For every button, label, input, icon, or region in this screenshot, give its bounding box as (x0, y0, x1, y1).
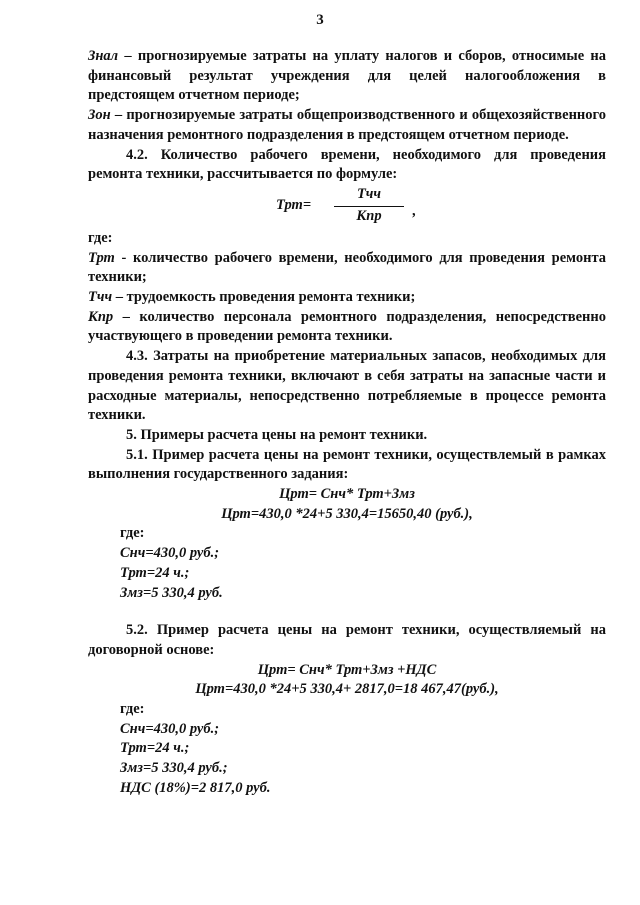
where-label: где: (120, 525, 145, 542)
example2-formula: Црт= Снч* Трт+Змз +НДС (257, 661, 437, 678)
example1-calculation: Црт=430,0 *24+5 330,4=15650,40 (руб.), (221, 505, 473, 522)
definition-text: - количество рабочего времени, необходимого для проведения ремонта техники; (88, 249, 606, 286)
paragraph-5: 5. Примеры расчета цены на ремонт техники. (126, 426, 428, 443)
formula-numerator: Тчч (334, 185, 404, 207)
formula-denominator: Кпр (356, 207, 382, 224)
paragraph-5-1: 5.1. Пример расчета цены на ремонт техники, осуществлемый в рамках выполнения государственного задания: (88, 446, 606, 483)
definition-trt (88, 249, 606, 288)
definition-symbol: Тчч (88, 289, 113, 306)
value-line: Змз=5 330,4 руб. (120, 584, 223, 601)
document-body (88, 47, 606, 798)
definition-symbol: Трт (88, 249, 115, 266)
where-label: где: (120, 701, 145, 718)
spacer (88, 603, 606, 621)
paragraph-4-3: 4.3. Затраты на приобретение материальных запасов, необходимых для проведения ремонта техники, включают в себя затраты на запасные части и расходные материалы, непосредственно потребляемые в процессе ремонта техники. (88, 348, 606, 424)
value-line: Змз=5 330,4 руб.; (120, 760, 228, 777)
definition-text: – прогнозируемые затраты на уплату налогов и сборов, относимые на финансовый результат учреждения для целей налогообложения в предстоящем отчетном периоде; (88, 48, 606, 104)
definition-tchch (88, 288, 606, 308)
value-line: Снч=430,0 руб.; (120, 545, 220, 562)
where-label: где: (88, 229, 113, 246)
paragraph-4-2: 4.2. Количество рабочего времени, необходимого для проведения ремонта техники, рассчитывается по формуле: (88, 146, 606, 183)
formula-lhs: Трт= (276, 196, 312, 213)
example1-values (88, 524, 606, 603)
formula-comma: , (412, 202, 416, 219)
definition-symbol: Знал (88, 48, 119, 64)
formula-trt (88, 185, 606, 229)
definition-text: – количество персонала ремонтного подразделения, непосредственно участвующего в проведении ремонта техники. (88, 308, 606, 345)
formula-fraction (334, 185, 404, 226)
definition-text: – трудоемкость проведения ремонта техники; (112, 289, 416, 306)
page-number: 3 (316, 12, 324, 28)
definition-text: – прогнозируемые затраты общепроизводственного и общехозяйственного назначения ремонтного подразделения в предстоящем отчетном периоде. (88, 107, 606, 143)
example2-values (88, 700, 606, 798)
definition-symbol: Зон (88, 107, 111, 124)
definition-zon (88, 106, 606, 145)
definition-znal (88, 47, 606, 106)
example2-calculation: Црт=430,0 *24+5 330,4+ 2817,0=18 467,47(руб.), (195, 681, 499, 698)
paragraph-5-2: 5.2. Пример расчета цены на ремонт техники, осуществляемый на договорной основе: (88, 622, 606, 658)
value-line: Снч=430,0 руб.; (120, 720, 220, 737)
value-line: Трт=24 ч.; (120, 564, 190, 581)
value-line: НДС (18%)=2 817,0 руб. (120, 779, 271, 796)
value-line: Трт=24 ч.; (120, 740, 190, 757)
example1-formula: Црт= Снч* Трт+Змз (279, 486, 415, 503)
definition-symbol: Кпр (88, 308, 114, 325)
definition-kpr (88, 308, 606, 347)
